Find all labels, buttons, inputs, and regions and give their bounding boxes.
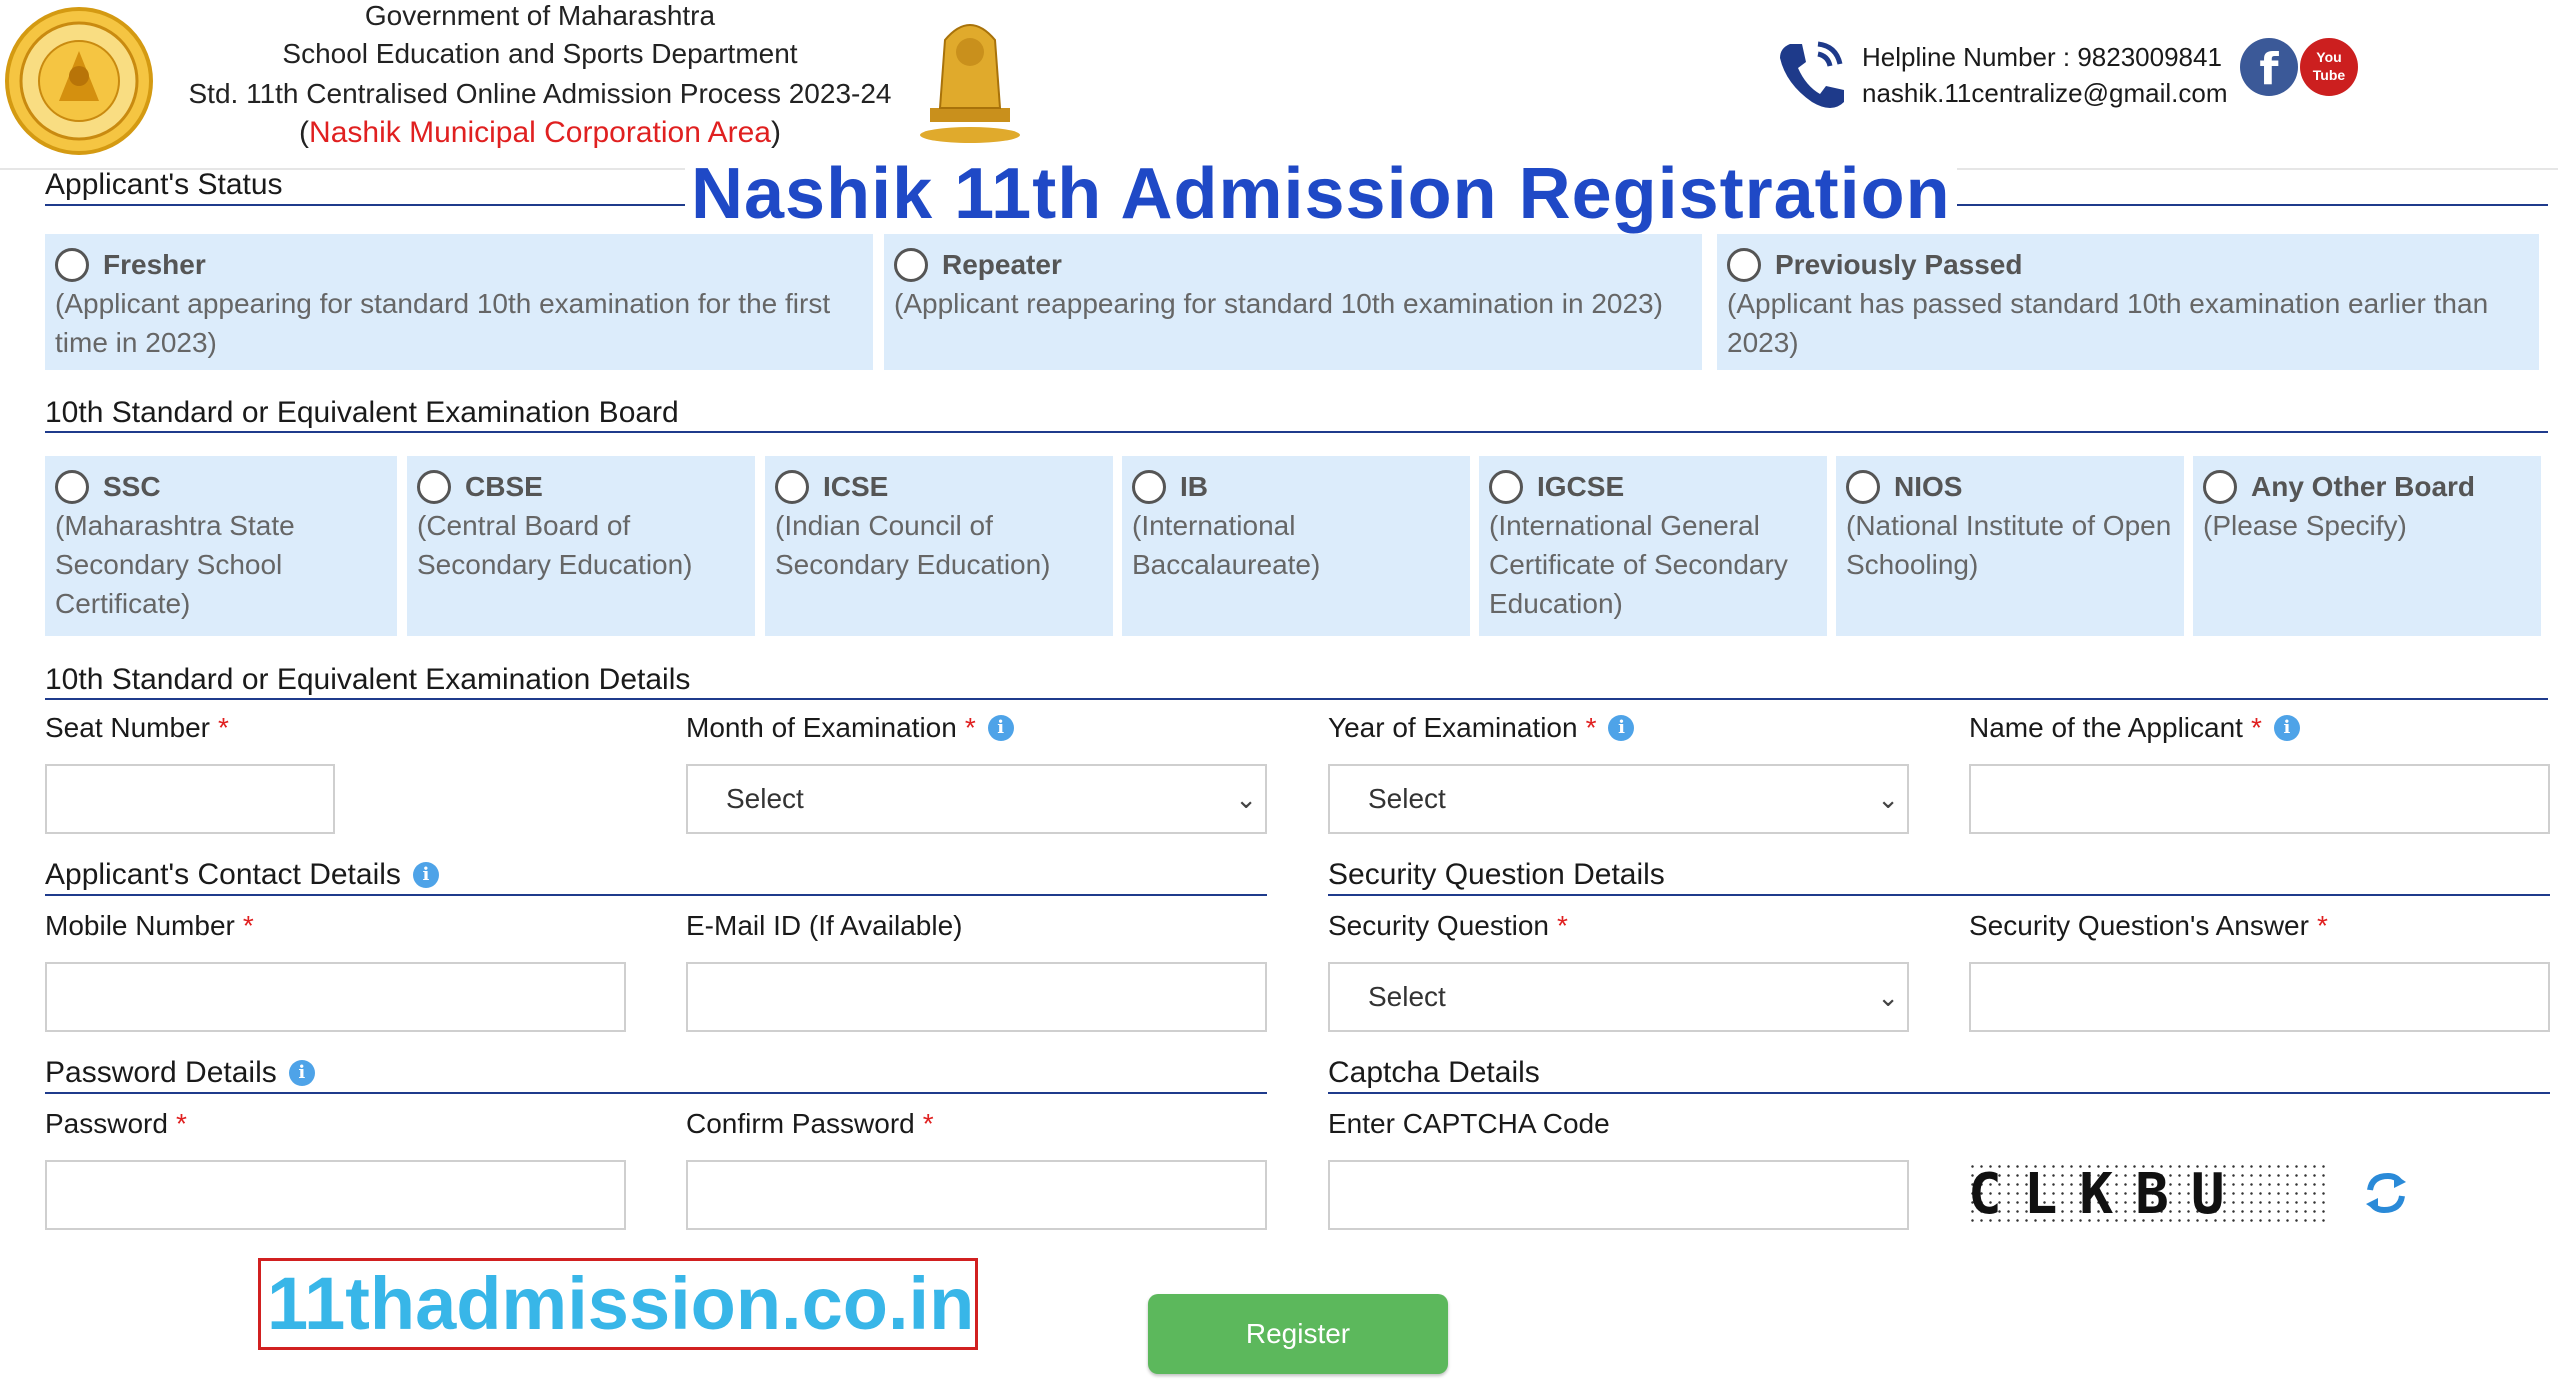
section-rule — [45, 698, 2548, 700]
label-text: Month of Examination — [686, 712, 957, 743]
header-line-department: School Education and Sports Department — [282, 38, 798, 69]
label-text: Year of Examination — [1328, 712, 1578, 743]
radio-button[interactable] — [55, 470, 89, 504]
section-rule — [1328, 1092, 2550, 1094]
year-select[interactable] — [1328, 764, 1909, 834]
label-text: Security Question — [1328, 910, 1549, 941]
security-question-label — [1328, 910, 1568, 942]
month-label — [686, 712, 1014, 744]
option-description: (Applicant appearing for standard 10th examination for the first time in 2023) — [55, 288, 831, 358]
board-option-igcse[interactable] — [1479, 456, 1827, 636]
password-label — [45, 1108, 187, 1140]
option-description: (Maharashtra State Secondary School Certificate) — [55, 510, 295, 619]
captcha-image: CLKBU — [1968, 1162, 2328, 1228]
label-text: Password — [45, 1108, 168, 1139]
section-rule — [45, 431, 2548, 433]
board-option-ssc[interactable] — [45, 456, 397, 636]
radio-button[interactable] — [1132, 470, 1166, 504]
radio-button[interactable] — [1489, 470, 1523, 504]
option-description: (International Baccalaureate) — [1132, 510, 1321, 580]
youtube-icon[interactable] — [2300, 38, 2358, 96]
section-exam-board: 10th Standard or Equivalent Examination Board — [45, 396, 679, 429]
phone-icon — [1772, 34, 1852, 116]
required-mark: * — [1585, 712, 1597, 743]
option-description: (Please Specify) — [2203, 510, 2407, 541]
option-label: ICSE — [823, 471, 889, 502]
section-security-question: Security Question Details — [1328, 858, 1665, 891]
option-label: Fresher — [103, 249, 206, 280]
option-label: Any Other Board — [2251, 471, 2476, 502]
helpline-number: Helpline Number : 9823009841 — [1862, 42, 2222, 72]
section-applicant-status: Applicant's Status — [45, 168, 283, 201]
info-icon[interactable]: i — [289, 1060, 315, 1086]
status-option-fresher[interactable] — [45, 234, 873, 370]
board-option-cbse[interactable] — [407, 456, 755, 636]
required-mark: * — [964, 712, 976, 743]
board-option-other[interactable] — [2193, 456, 2541, 636]
radio-button[interactable] — [894, 248, 928, 282]
label-text: Mobile Number — [45, 910, 235, 941]
option-description: (National Institute of Open Schooling) — [1846, 510, 2172, 580]
label-text: Confirm Password — [686, 1108, 915, 1139]
required-mark: * — [922, 1108, 934, 1139]
captcha-input[interactable] — [1328, 1160, 1909, 1230]
option-description: (Indian Council of Secondary Education) — [775, 510, 1051, 580]
watermark-site-name: 11thadmission.co.in — [258, 1258, 978, 1350]
security-answer-label — [1969, 910, 2328, 942]
page-title: Nashik 11th Admission Registration — [685, 150, 1957, 238]
board-option-nios[interactable] — [1836, 456, 2184, 636]
chevron-down-icon: ⌄ — [1877, 982, 1899, 1012]
required-mark: * — [1557, 910, 1568, 941]
section-rule — [1328, 894, 2550, 896]
section-password-details — [45, 1056, 315, 1090]
label-text: E-Mail ID (If Available) — [686, 910, 963, 941]
select-value: Select — [726, 783, 804, 814]
captcha-label — [1328, 1108, 1610, 1140]
radio-button[interactable] — [775, 470, 809, 504]
youtube-bottom-text: Tube — [2312, 67, 2346, 83]
option-label: Previously Passed — [1775, 249, 2023, 280]
section-rule — [45, 894, 1267, 896]
section-captcha-details: Captcha Details — [1328, 1056, 1540, 1089]
section-heading-text: Applicant's Contact Details — [45, 858, 401, 891]
seat-number-input[interactable] — [45, 764, 335, 834]
section-heading-text: Password Details — [45, 1056, 277, 1089]
area-name: Nashik Municipal Corporation Area — [309, 116, 771, 149]
applicant-name-label — [1969, 712, 2300, 744]
info-icon[interactable]: i — [413, 862, 439, 888]
option-description: (Applicant has passed standard 10th examination earlier than 2023) — [1727, 288, 2489, 358]
paren-open: ( — [299, 116, 310, 149]
seat-number-label — [45, 712, 229, 744]
mobile-number-label — [45, 910, 254, 942]
radio-button[interactable] — [1846, 470, 1880, 504]
radio-button[interactable] — [1727, 248, 1761, 282]
radio-button[interactable] — [417, 470, 451, 504]
option-description: (Applicant reappearing for standard 10th examination in 2023) — [894, 288, 1663, 319]
info-icon[interactable]: i — [988, 715, 1014, 741]
option-description: (Central Board of Secondary Education) — [417, 510, 693, 580]
facebook-icon[interactable]: f — [2240, 38, 2298, 96]
required-mark: * — [2250, 712, 2262, 743]
mobile-number-input[interactable] — [45, 962, 626, 1032]
option-label: CBSE — [465, 471, 543, 502]
contact-email[interactable]: nashik.11centralize@gmail.com — [1862, 78, 2228, 108]
label-text: Enter CAPTCHA Code — [1328, 1108, 1610, 1139]
header-line-government: Government of Maharashtra — [364, 0, 716, 31]
radio-button[interactable] — [55, 248, 89, 282]
board-option-icse[interactable] — [765, 456, 1113, 636]
option-label: NIOS — [1894, 471, 1963, 502]
select-value: Select — [1368, 981, 1446, 1012]
confirm-password-input[interactable] — [686, 1160, 1267, 1230]
status-option-repeater[interactable] — [884, 234, 1702, 370]
email-input[interactable] — [686, 962, 1267, 1032]
option-label: IGCSE — [1537, 471, 1625, 502]
header-line-process: Std. 11th Centralised Online Admission Process 2023-24 — [188, 78, 892, 109]
required-mark: * — [2316, 910, 2328, 941]
refresh-icon[interactable] — [2362, 1168, 2410, 1218]
security-question-select[interactable] — [1328, 962, 1909, 1032]
youtube-top-text: You — [2316, 49, 2342, 65]
board-option-ib[interactable] — [1122, 456, 1470, 636]
status-option-previously-passed[interactable] — [1717, 234, 2539, 370]
password-input[interactable] — [45, 1160, 626, 1230]
chevron-down-icon: ⌄ — [1235, 784, 1257, 814]
security-answer-input[interactable] — [1969, 962, 2550, 1032]
select-value: Select — [1368, 783, 1446, 814]
confirm-password-label — [686, 1108, 934, 1140]
label-text: Name of the Applicant — [1969, 712, 2243, 743]
required-mark: * — [175, 1108, 187, 1139]
option-label: Repeater — [942, 249, 1062, 280]
national-emblem-icon — [900, 0, 1040, 150]
section-exam-details: 10th Standard or Equivalent Examination Details — [45, 663, 691, 696]
option-label: IB — [1180, 471, 1208, 502]
section-rule — [45, 1092, 1267, 1094]
chevron-down-icon: ⌄ — [1877, 784, 1899, 814]
info-icon[interactable]: i — [1608, 715, 1634, 741]
section-contact-details — [45, 858, 439, 892]
info-icon[interactable]: i — [2274, 715, 2300, 741]
label-text: Security Question's Answer — [1969, 910, 2309, 941]
year-label — [1328, 712, 1634, 744]
required-mark: * — [242, 910, 254, 941]
label-text: Seat Number — [45, 712, 210, 743]
option-label: SSC — [103, 471, 161, 502]
header-line-area — [90, 116, 990, 150]
page-header — [0, 0, 2558, 170]
option-description: (International General Certificate of Secondary Education) — [1489, 510, 1788, 619]
radio-button[interactable] — [2203, 470, 2237, 504]
paren-close: ) — [770, 116, 781, 149]
register-button[interactable]: Register — [1148, 1294, 1448, 1374]
email-label — [686, 910, 962, 942]
required-mark: * — [217, 712, 229, 743]
month-select[interactable] — [686, 764, 1267, 834]
applicant-name-input[interactable] — [1969, 764, 2550, 834]
